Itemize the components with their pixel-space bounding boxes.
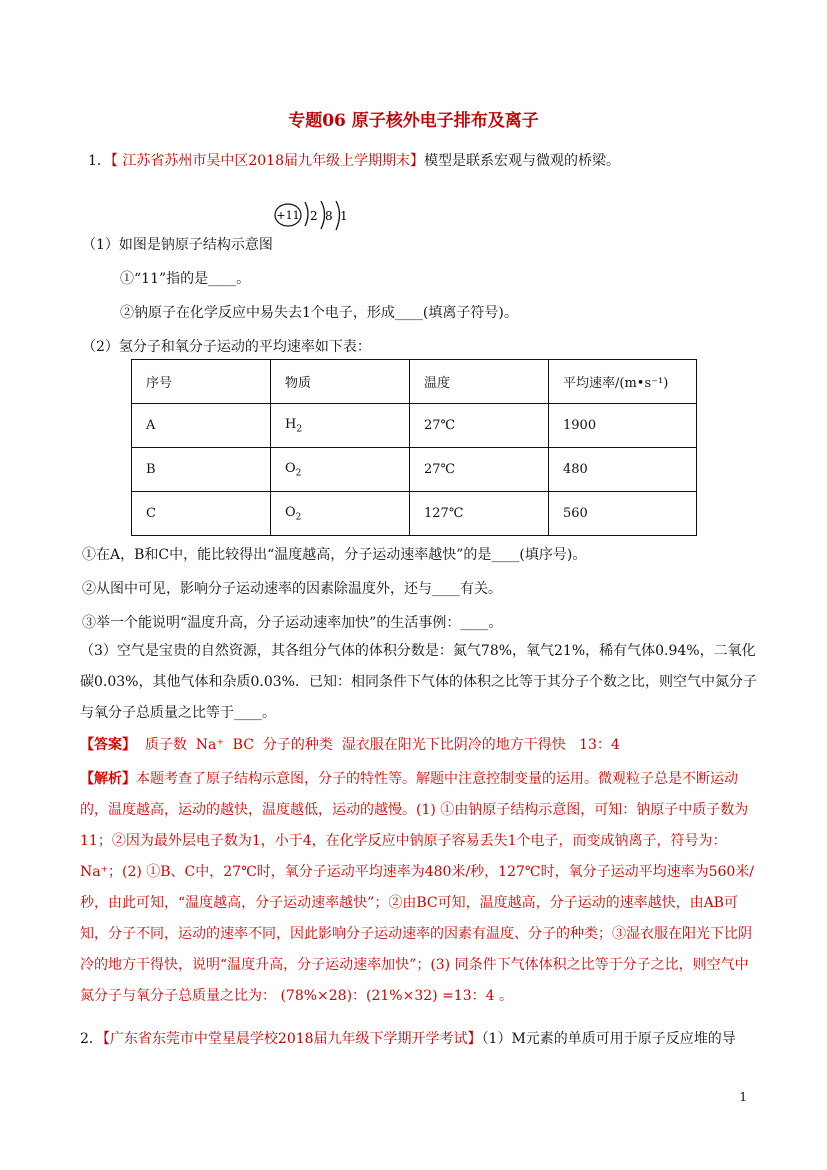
question-source: 【广东省东莞市中堂星晨学校2018届九年级下学期开学考试】 xyxy=(102,1031,482,1047)
table-cell-rate: 480 xyxy=(549,448,697,492)
table-cell-id: B xyxy=(132,448,271,492)
table-header-cell: 物质 xyxy=(271,360,410,404)
table-cell-id: C xyxy=(132,492,271,536)
table-cell-substance: $O_2$ xyxy=(271,448,410,492)
question-stem: （1）M元素的单质可用于原子反应堆的导 xyxy=(481,1031,736,1047)
answer-text: 质子数 Na⁺ BC 分子的种类 湿衣服在阳光下比阴冷的地方干得快 13：4 xyxy=(136,737,620,753)
table-cell-rate: 560 xyxy=(549,492,697,536)
sodium-atom-diagram xyxy=(268,196,358,242)
part-1a-text: ①“11”指的是____。 xyxy=(120,271,251,287)
page-number: 1 xyxy=(739,1090,747,1104)
table-cell-temp: 127℃ xyxy=(410,492,549,536)
table-header-cell: 温度 xyxy=(410,360,549,404)
question-1-header xyxy=(88,150,620,170)
shell-electrons-3: 1 xyxy=(340,209,348,223)
analysis-text: 本题考查了原子结构示意图，分子的特性等。解题中注意控制变量的运用。微观粒子总是不断运动的，温度越高，运动的越快，温度越低，运动的越慢。(1) ①由钠原子结构示意图，可知：钠原子中质子数为11；②因为最外层电子数为1，小于4，在化学反应中钠原子容易丢失1个电子，而变成钠离子，符号为：Na⁺；(2) ①B、C中，27℃时，氧分子运动平均速率为480米/秒，127℃时，氧分子运动平均速率为560米/秒，由此可知，“温度越高，分子运动速率越快”；②由BC可知，温度越高，分子运动的速率越快，由AB可知，分子不同，运动的速率不同，因此影响分子运动速率的因素有温度、分子的种类；③湿衣服在阳光下比阴冷的地方干得快，说明“温度升高，分子运动速率加快”；(3) 同条件下气体体积之比等于分子之比，则空气中氮分子与氧分子总质量之比为： (78%×28)：(21%×32) =13：4 。 xyxy=(80,771,755,1004)
analysis-block xyxy=(80,764,760,1012)
table-row xyxy=(132,404,697,448)
table-cell-rate: 1900 xyxy=(549,404,697,448)
shell-arc-1 xyxy=(305,202,308,226)
answer-block xyxy=(80,730,760,761)
table-cell-id: A xyxy=(132,404,271,448)
table-header-row xyxy=(132,360,697,404)
page-title: 专题06 原子核外电子排布及离子 xyxy=(288,111,539,131)
part-2a-text: ①在A，B和C中，能比较得出“温度越高，分子运动速率越快”的是____(填序号)。 xyxy=(82,547,587,563)
question-number: 2． xyxy=(80,1031,103,1047)
part-2-text: （2）氢分子和氧分子运动的平均速率如下表： xyxy=(82,339,371,355)
table-header-cell: 平均速率/(m•s⁻¹) xyxy=(549,360,697,404)
shell-electrons-1: 2 xyxy=(310,209,318,223)
part-3-text: （3）空气是宝贵的自然资源，其各组分气体的体积分数是：氮气78%，氧气21%，稀有气体0.94%，二氧化碳0.03%，其他气体和杂质0.03%．已知：相同条件下气体的体积之比等于其分子个数之比，则空气中氮分子与氧分子总质量之比等于____。 xyxy=(80,643,757,721)
part-1b-text: ②钠原子在化学反应中易失去1个电子，形成____(填离子符号)。 xyxy=(120,305,518,321)
table-cell-substance: $O_2$ xyxy=(271,492,410,536)
table-row xyxy=(132,448,697,492)
shell-electrons-2: 8 xyxy=(325,209,333,223)
shell-arc-2 xyxy=(321,201,325,229)
question-number: 1． xyxy=(88,153,111,169)
question-2-header xyxy=(80,1028,736,1048)
shell-arc-3 xyxy=(336,201,340,230)
table-row xyxy=(132,492,697,536)
analysis-label: 【解析】 xyxy=(80,771,136,787)
table-header-cell: 序号 xyxy=(132,360,271,404)
speed-table xyxy=(131,359,697,536)
question-source: 【 江苏省苏州市吴中区2018届九年级上学期期末】 xyxy=(110,153,424,169)
nucleus-charge: +11 xyxy=(276,209,300,222)
part-2b-text: ②从图中可见，影响分子运动速率的因素除温度外，还与____有关。 xyxy=(82,581,502,597)
table-cell-substance: $H_2$ xyxy=(271,404,410,448)
answer-label: 【答案】 xyxy=(80,737,136,753)
question-stem: 模型是联系宏观与微观的桥梁。 xyxy=(424,153,620,169)
table-cell-temp: 27℃ xyxy=(410,404,549,448)
part-1-text: （1）如图是钠原子结构示意图 xyxy=(82,237,273,253)
table-cell-temp: 27℃ xyxy=(410,448,549,492)
part-2c-text: ③举一个能说明“温度升高，分子运动速率加快”的生活事例：____。 xyxy=(82,615,503,631)
